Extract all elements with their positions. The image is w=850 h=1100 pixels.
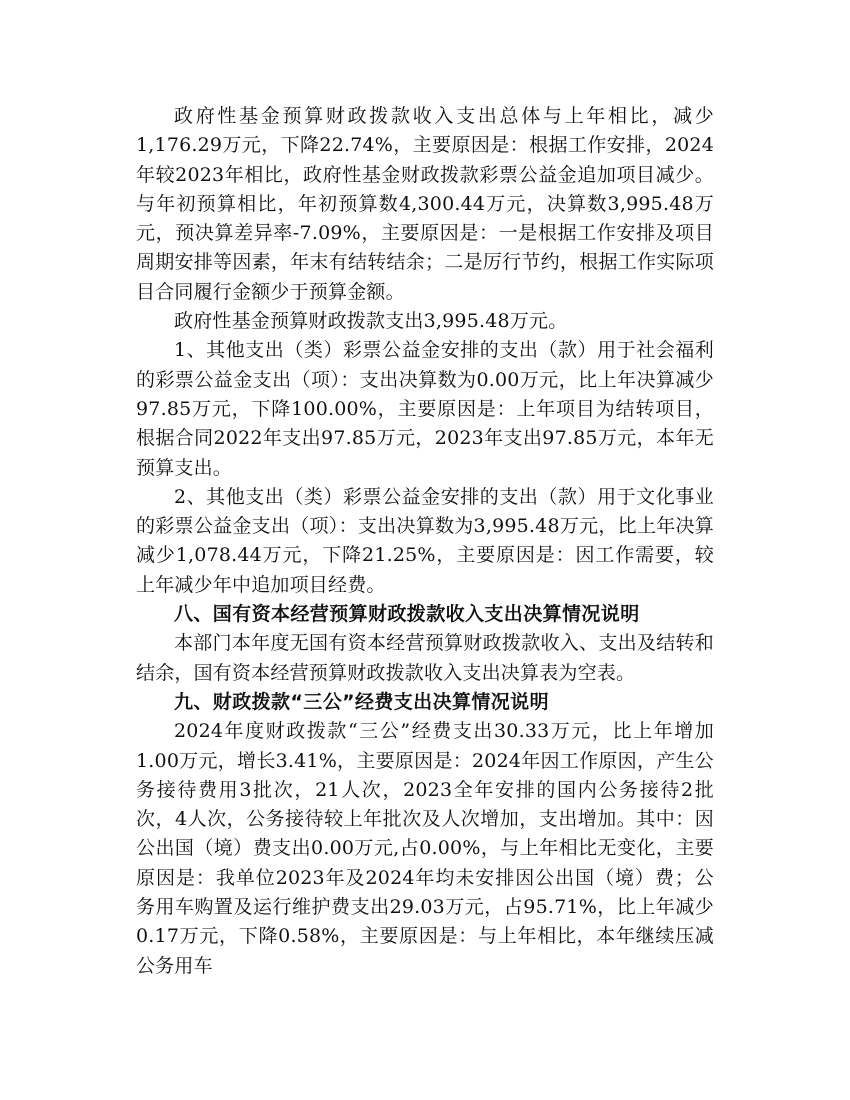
paragraph-state-capital: 本部门本年度无国有资本经营预算财政拨款收入、支出及结转和结余，国有资本经营预算财政拨款收入支出决算表为空表。 [136, 632, 714, 684]
paragraph-fund-overview: 政府性基金预算财政拨款收入支出总体与上年相比，减少1,176.29万元，下降22.74%，主要原因是：根据工作安排，2024年较2023年相比，政府性基金财政拨款彩票公益金追加项目减少。与年初预算相比，年初预算数4,300.44万元，决算数3,995.48万元，预决算差异率-7.09%，主要原因是：一是根据工作安排及项目周期安排等因素，年末有结转结余；二是厉行节约，根据工作实际项目合同履行金额少于预算金额。 [136, 105, 714, 303]
paragraph-social-welfare-lottery: 1、其他支出（类）彩票公益金安排的支出（款）用于社会福利的彩票公益金支出（项）：支出决算数为0.00万元，比上年决算减少97.85万元，下降100.00%，主要原因是：上年项目为结转项目，根据合同2022年支出97.85万元，2023年支出97.85万元，本年无预算支出。 [136, 339, 714, 479]
document-body [136, 102, 714, 981]
paragraph-three-public: 2024年度财政拨款“三公”经费支出30.33万元，比上年增加1.00万元，增长3.41%，主要原因是：2024年因工作原因，产生公务接待费用3批次，21人次，2023全年安排的国内公务接待2批次，4人次，公务接待较上年批次及人次增加，支出增加。其中：因公出国（境）费支出0.00万元,占0.00%，与上年相比无变化，主要原因是：我单位2023年及2024年均未安排因公出国（境）费；公务用车购置及运行维护费支出29.03万元，占95.71%，比上年减少0.17万元，下降0.58%，主要原因是：与上年相比，本年继续压减公务用车 [136, 720, 714, 977]
section-heading-three-public: 九、财政拨款“三公”经费支出决算情况说明 [174, 690, 549, 713]
paragraph-culture-lottery: 2、其他支出（类）彩票公益金安排的支出（款）用于文化事业的彩票公益金支出（项）：支出决算数为3,995.48万元，比上年决算减少1,078.44万元，下降21.25%，主要原因是：因工作需要，较上年减少年中追加项目经费。 [136, 485, 714, 596]
paragraph-fund-expenditure-total: 政府性基金预算财政拨款支出3,995.48万元。 [174, 310, 568, 333]
section-heading-state-capital: 八、国有资本经营预算财政拨款收入支出决算情况说明 [174, 603, 640, 626]
